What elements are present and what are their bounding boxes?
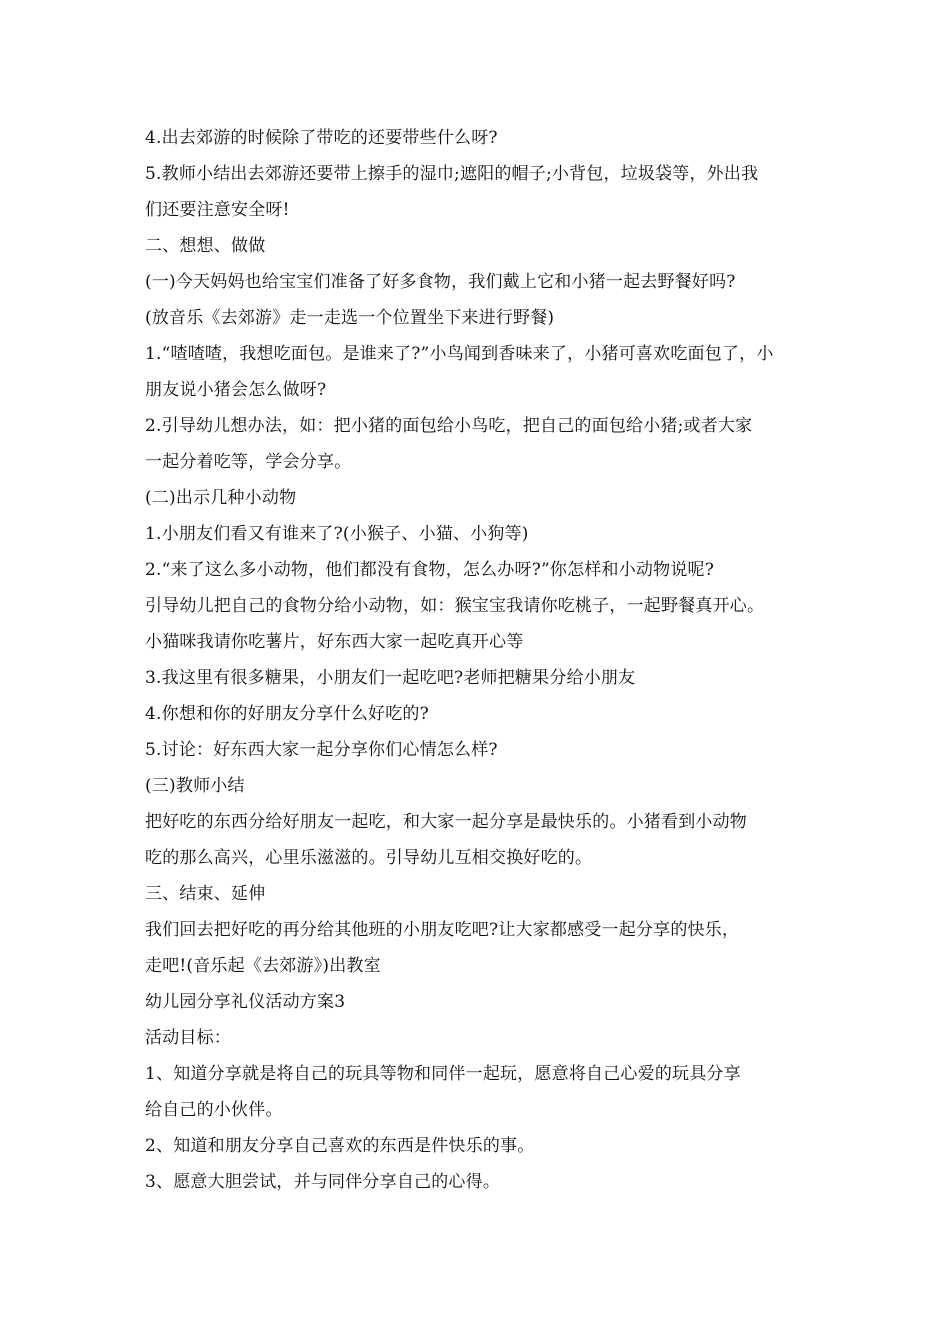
section-heading: 三、结束、延伸 (145, 884, 266, 904)
text-line: 引导幼儿把自己的食物分给小动物，如：猴宝宝我请你吃桃子，一起野餐真开心。 (145, 596, 765, 616)
document-page (145, 120, 815, 1200)
text-line: 5.讨论：好东西大家一起分享你们心情怎么样? (145, 740, 498, 760)
text-line: 给自己的小伙伴。 (145, 1100, 283, 1120)
text-line: 朋友说小猪会怎么做呀? (145, 380, 327, 400)
section-heading: 活动目标： (145, 1028, 231, 1048)
text-line: 走吧!(音乐起《去郊游》)出教室 (145, 956, 381, 976)
document-title: 幼儿园分享礼仪活动方案3 (145, 992, 346, 1012)
section-heading: 二、想想、做做 (145, 236, 266, 256)
text-line: 1、知道分享就是将自己的玩具等物和同伴一起玩，愿意将自己心爱的玩具分享 (145, 1064, 741, 1084)
text-line: 2、知道和朋友分享自己喜欢的东西是件快乐的事。 (145, 1136, 535, 1156)
text-line: 5.教师小结出去郊游还要带上擦手的湿巾;遮阳的帽子;小背包，垃圾袋等，外出我 (145, 164, 759, 184)
text-line: (放音乐《去郊游》走一走选一个位置坐下来进行野餐) (145, 308, 555, 328)
subsection-heading: (三)教师小结 (145, 776, 245, 796)
text-line: 1.“喳喳喳，我想吃面包。是谁来了?”小鸟闻到香味来了，小猪可喜欢吃面包了，小 (145, 344, 774, 364)
text-line: 我们回去把好吃的再分给其他班的小朋友吃吧?让大家都感受一起分享的快乐， (145, 920, 740, 940)
text-line: 4.出去郊游的时候除了带吃的还要带些什么呀? (145, 128, 498, 148)
subsection-heading: (二)出示几种小动物 (145, 488, 297, 508)
text-line: 2.“来了这么多小动物，他们都没有食物，怎么办呀?”你怎样和小动物说呢? (145, 560, 715, 580)
text-line: 3.我这里有很多糖果，小朋友们一起吃吧?老师把糖果分给小朋友 (145, 668, 636, 688)
text-line: 1.小朋友们看又有谁来了?(小猴子、小猫、小狗等) (145, 524, 529, 544)
text-line: 4.你想和你的好朋友分享什么好吃的? (145, 704, 429, 724)
text-line: 小猫咪我请你吃薯片，好东西大家一起吃真开心等 (145, 632, 524, 652)
text-line: 吃的那么高兴，心里乐滋滋的。引导幼儿互相交换好吃的。 (145, 848, 593, 868)
text-line: 一起分着吃等，学会分享。 (145, 452, 352, 472)
text-line: 3、愿意大胆尝试，并与同伴分享自己的心得。 (145, 1172, 501, 1192)
text-line: (一)今天妈妈也给宝宝们准备了好多食物，我们戴上它和小猪一起去野餐好吗? (145, 272, 736, 292)
text-line: 把好吃的东西分给好朋友一起吃，和大家一起分享是最快乐的。小猪看到小动物 (145, 812, 747, 832)
text-line: 们还要注意安全呀! (145, 200, 290, 220)
text-line: 2.引导幼儿想办法，如：把小猪的面包给小鸟吃，把自己的面包给小猪;或者大家 (145, 416, 753, 436)
